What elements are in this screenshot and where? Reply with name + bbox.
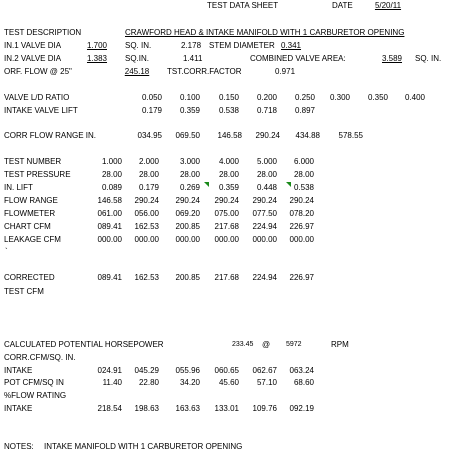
table-cell: 063.24	[289, 366, 314, 375]
date-label: DATE	[332, 1, 353, 10]
valve-lift-cell: 0.538	[218, 106, 239, 115]
in1-area: 2.178	[181, 41, 202, 50]
row-label: FLOW RANGE	[4, 196, 58, 205]
row-label: TEST PRESSURE	[4, 170, 71, 179]
rpm-label: RPM	[331, 340, 349, 349]
table-cell: 28.00	[101, 170, 122, 179]
table-cell: 218.54	[97, 404, 122, 413]
table-row	[0, 196, 459, 206]
test-corr-factor-label: TST.CORR.FACTOR	[167, 67, 242, 76]
in2-valve-label: IN.2 VALVE DIA	[4, 54, 62, 63]
corr-flow-range-cell: 434.88	[295, 131, 320, 140]
table-cell: 075.00	[214, 209, 239, 218]
table-cell: 045.29	[134, 366, 159, 375]
table-cell: 055.96	[175, 366, 200, 375]
corr-flow-range-cell: 578.55	[338, 131, 363, 140]
table-cell: 11.40	[102, 378, 122, 387]
corr-flow-range-row	[0, 131, 459, 141]
table-cell: 28.00	[179, 170, 200, 179]
table-cell: 28.00	[218, 170, 239, 179]
table-cell: 28.00	[293, 170, 314, 179]
table-row	[0, 170, 459, 180]
table-cell: 0.269	[179, 183, 200, 192]
valve-lift-cell: 0.179	[141, 106, 162, 115]
table-cell: 069.20	[175, 209, 200, 218]
table-cell: 0.359	[218, 183, 239, 192]
row-label: INTAKE	[4, 404, 33, 413]
table-cell: 57.10	[256, 378, 277, 387]
table-cell: 0.538	[293, 183, 314, 192]
table-cell: 290.24	[134, 196, 159, 205]
corrected-cell: 226.97	[289, 273, 314, 282]
table-cell: 092.19	[289, 404, 314, 413]
table-cell: 22.80	[138, 378, 159, 387]
table-row	[0, 183, 459, 193]
ld-ratio-cell: 0.300	[329, 93, 350, 102]
ld-ratio-cell: 0.200	[256, 93, 277, 102]
stem-diameter-label: STEM DIAMETER	[209, 41, 275, 50]
table-row	[0, 366, 459, 376]
comment-marker-icon[interactable]	[286, 182, 291, 187]
table-cell: 061.00	[97, 209, 122, 218]
combined-area-unit: SQ. IN.	[415, 54, 442, 63]
table-row	[0, 404, 459, 414]
table-cell: 146.58	[97, 196, 122, 205]
table-row	[0, 222, 459, 232]
table-cell: 024.91	[97, 366, 122, 375]
table-cell: 000.00	[252, 235, 277, 244]
row-label: CHART CFM	[4, 222, 51, 231]
table-cell: 056.00	[134, 209, 159, 218]
table-cell: 6.000	[293, 157, 314, 166]
valve-lift-row	[0, 106, 459, 116]
corr-flow-range-cell: 146.58	[217, 131, 242, 140]
table-cell: 3.000	[179, 157, 200, 166]
corr-flow-range-cell: 290.24	[255, 131, 280, 140]
in1-unit: SQ. IN.	[125, 41, 152, 50]
table-cell: 0.089	[101, 183, 122, 192]
table-cell: 000.00	[175, 235, 200, 244]
corrected-cell: 217.68	[214, 273, 239, 282]
ld-ratio-cell: 0.150	[218, 93, 239, 102]
sheet-title: TEST DATA SHEET	[207, 1, 279, 10]
table-cell: 109.76	[252, 404, 277, 413]
table-cell: 000.00	[134, 235, 159, 244]
ld-ratio-cell: 0.250	[294, 93, 315, 102]
ld-ratio-cell: 0.050	[141, 93, 162, 102]
table-cell: 68.60	[293, 378, 314, 387]
valve-lift-cell: 0.897	[294, 106, 315, 115]
table-cell: 163.63	[175, 404, 200, 413]
table-cell: 0.179	[138, 183, 159, 192]
table-cell: 28.00	[138, 170, 159, 179]
in2-valve-value[interactable]: 1.383	[86, 54, 108, 63]
table-cell: 226.97	[289, 222, 314, 231]
table-cell: 0.448	[256, 183, 277, 192]
description-label: TEST DESCRIPTION	[4, 28, 82, 37]
corr-cfm-sq-heading: CORR.CFM/SQ. IN.	[4, 353, 76, 362]
table-cell: 200.85	[175, 222, 200, 231]
table-cell: 290.24	[252, 196, 277, 205]
table-row	[0, 273, 459, 283]
corrected-cell: 200.85	[175, 273, 200, 282]
valve-lift-cell: 0.718	[256, 106, 277, 115]
ld-ratio-cell: 0.100	[179, 93, 200, 102]
table-cell: 062.67	[252, 366, 277, 375]
corr-flow-range-label: CORR FLOW RANGE IN.	[4, 131, 97, 140]
table-cell: 000.00	[289, 235, 314, 244]
table-row	[0, 235, 459, 245]
table-cell: 4.000	[218, 157, 239, 166]
combined-area-label: COMBINED VALVE AREA:	[250, 54, 346, 63]
row-label: LEAKAGE CFM	[4, 235, 61, 244]
valve-lift-label: INTAKE VALVE LIFT	[4, 106, 78, 115]
comment-marker-icon[interactable]	[204, 182, 209, 187]
ld-ratio-label: VALVE L/D RATIO	[4, 93, 70, 102]
stray-tick: `	[5, 247, 8, 256]
orf-flow-value[interactable]: 245.18	[124, 67, 150, 76]
table-cell: 162.53	[134, 222, 159, 231]
corrected-label: CORRECTED	[4, 273, 55, 282]
table-row	[0, 378, 459, 388]
table-cell: 34.20	[179, 378, 200, 387]
table-cell: 060.65	[214, 366, 239, 375]
table-cell: 45.60	[218, 378, 239, 387]
row-label: FLOWMETER	[4, 209, 56, 218]
date-value[interactable]: 5/20/11	[374, 1, 402, 10]
valve-lift-cell: 0.359	[179, 106, 200, 115]
table-cell: 133.01	[214, 404, 239, 413]
horsepower-label: CALCULATED POTENTIAL HORSEPOWER	[4, 340, 164, 349]
row-label: IN. LIFT	[4, 183, 33, 192]
in2-area: 1.411	[183, 54, 203, 63]
table-cell: 077.50	[252, 209, 277, 218]
horsepower-value: 233.45	[232, 341, 254, 348]
ld-ratio-cell: 0.400	[404, 93, 425, 102]
table-cell: 089.41	[97, 222, 122, 231]
table-cell: 000.00	[97, 235, 122, 244]
table-cell: 078.20	[289, 209, 314, 218]
corr-flow-range-cell: 069.50	[175, 131, 200, 140]
corrected-cell: 089.41	[97, 273, 122, 282]
corrected-cell: 224.94	[252, 273, 277, 282]
table-cell: 5.000	[256, 157, 277, 166]
table-cell: 224.94	[252, 222, 277, 231]
table-cell: 000.00	[214, 235, 239, 244]
table-cell: 198.63	[134, 404, 159, 413]
table-row	[0, 157, 459, 167]
table-cell: 290.24	[214, 196, 239, 205]
rpm-value: 5972	[286, 341, 302, 348]
row-label: POT CFM/SQ IN	[4, 378, 64, 387]
orf-flow-label: ORF. FLOW @ 25"	[4, 67, 72, 76]
in1-valve-value[interactable]: 1.700	[86, 41, 108, 50]
combined-area-value[interactable]: 3.589	[381, 54, 403, 63]
notes-value[interactable]: INTAKE MANIFOLD WITH 1 CARBURETOR OPENING	[44, 442, 243, 451]
ld-ratio-cell: 0.350	[367, 93, 388, 102]
flow-rating-heading: %FLOW RATING	[4, 391, 67, 400]
table-cell: 217.68	[214, 222, 239, 231]
table-cell: 28.00	[256, 170, 277, 179]
in1-valve-label: IN.1 VALVE DIA	[4, 41, 62, 50]
description-value[interactable]: CRAWFORD HEAD & INTAKE MANIFOLD WITH 1 CARBURETOR OPENING	[125, 28, 405, 37]
test-corr-factor-value: 0.971	[275, 67, 296, 76]
in2-unit: SQ.IN.	[125, 54, 150, 63]
table-cell: 290.24	[289, 196, 314, 205]
row-label: TEST NUMBER	[4, 157, 62, 166]
table-row	[0, 209, 459, 219]
corr-flow-range-cell: 034.95	[137, 131, 162, 140]
at-symbol: @	[262, 340, 271, 349]
corrected-cell: 162.53	[134, 273, 159, 282]
stem-diameter-value[interactable]: 0.341	[280, 41, 302, 50]
table-cell: 2.000	[138, 157, 159, 166]
table-cell: 1.000	[101, 157, 122, 166]
ld-ratio-row	[0, 93, 459, 103]
test-cfm-label: TEST CFM	[4, 287, 44, 296]
table-cell: 290.24	[175, 196, 200, 205]
row-label: INTAKE	[4, 366, 33, 375]
notes-label: NOTES:	[4, 442, 34, 451]
